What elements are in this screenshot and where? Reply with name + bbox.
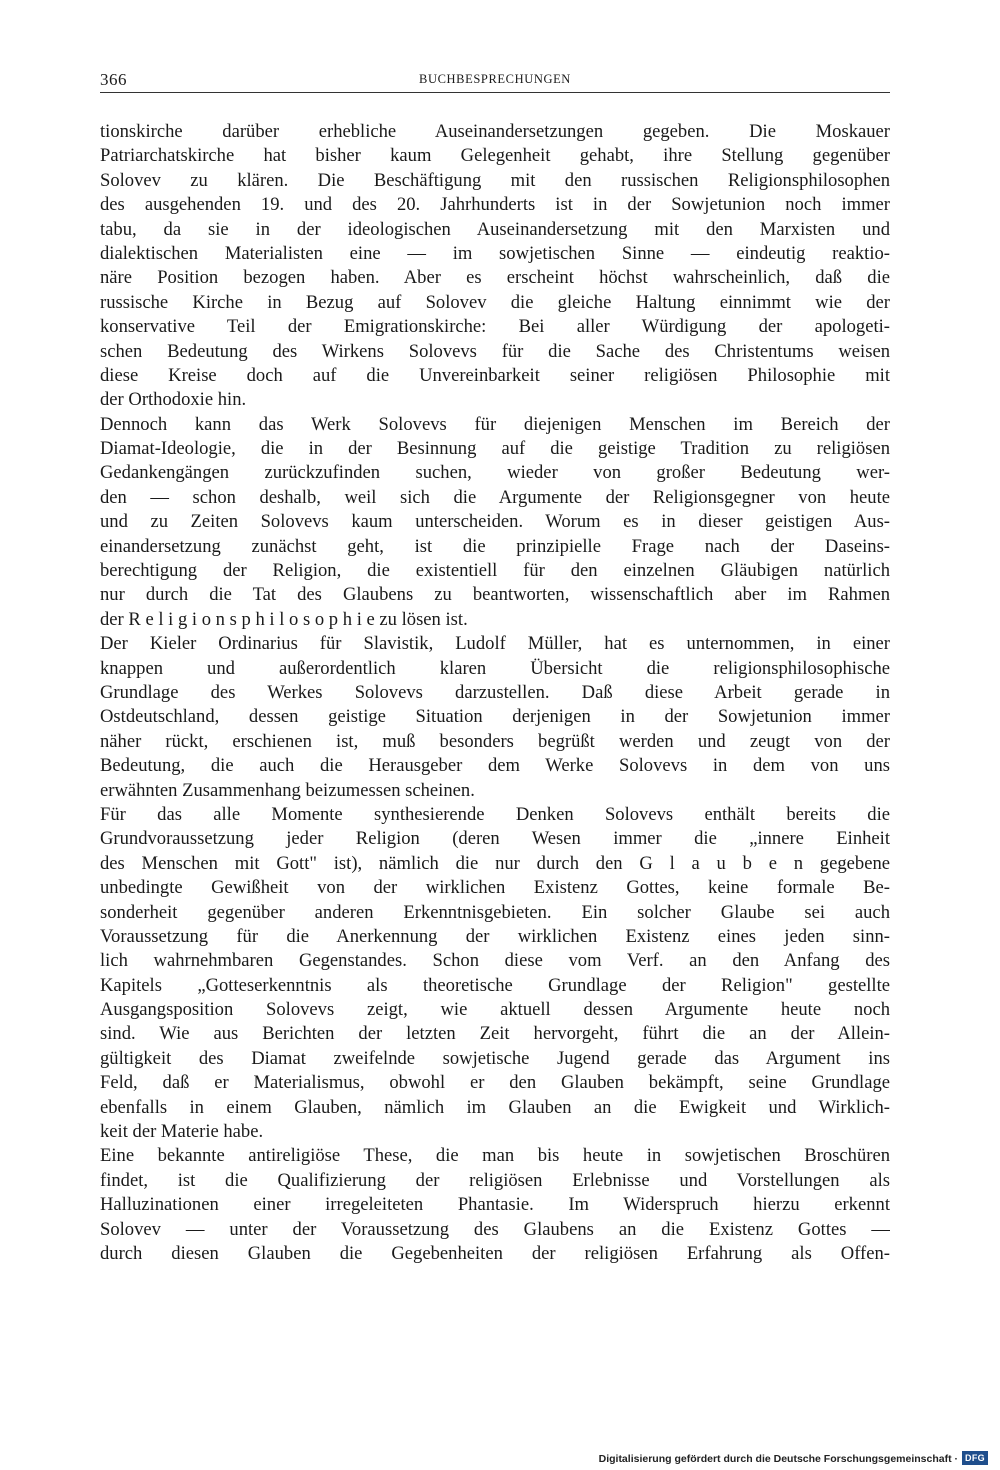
text-line: einandersetzung zunächst geht, ist die prinzipielle Frage nach der Daseins- xyxy=(100,535,890,557)
text-line: der Orthodoxie hin. xyxy=(100,389,247,411)
text-line: des ausgehenden 19. und des 20. Jahrhunderts ist in der Sowjetunion noch immer xyxy=(100,194,890,216)
running-head: BUCHBESPRECHUNGEN xyxy=(419,72,571,86)
text-line: Der Kieler Ordinarius für Slavistik, Ludolf Müller, hat es unternommen, in einer xyxy=(100,633,890,655)
text-line: nur durch die Tat des Glaubens zu beantworten, wissenschaftlich aber im Rahmen xyxy=(100,584,890,606)
text-line: konservative Teil der Emigrationskirche: Bei aller Würdigung der apologeti- xyxy=(100,316,890,338)
text-line: Kapitels „Gotteserkenntnis als theoretische Grundlage der Religion" gestellte xyxy=(100,974,890,996)
text-line: durch diesen Glauben die Gegebenheiten der religiösen Erfahrung als Offen- xyxy=(100,1242,890,1264)
text-line: berechtigung der Religion, die existentiell für den einzelnen Gläubigen natürlich xyxy=(100,560,890,582)
text-line: Bedeutung, die auch die Herausgeber dem Werke Solovevs in dem von uns xyxy=(100,755,890,777)
text-line: Solovev zu klären. Die Beschäftigung mit den russischen Religionsphilosophen xyxy=(100,169,890,191)
text-line: Grundlage des Werkes Solovevs darzustellen. Daß diese Arbeit gerade in xyxy=(100,681,890,703)
text-line: Diamat-Ideologie, die in der Besinnung auf die geistige Tradition zu religiösen xyxy=(100,438,890,460)
text-line: und zu Zeiten Solovevs kaum unterscheiden. Worum es in dieser geistigen Aus- xyxy=(100,511,890,533)
text-line: Feld, daß er Materialismus, obwohl er den Glauben bekämpft, seine Grundlage xyxy=(100,1072,890,1094)
text-line: schen Bedeutung des Wirkens Solovevs für die Sache des Christentums weisen xyxy=(100,340,890,362)
text-line: findet, ist die Qualifizierung der religiösen Erlebnisse und Vorstellungen als xyxy=(100,1169,890,1191)
text-line: Halluzinationen einer irregeleiteten Phantasie. Im Widerspruch hierzu erkennt xyxy=(100,1194,890,1216)
text-line: keit der Materie habe. xyxy=(100,1121,264,1143)
text-line: sonderheit gegenüber anderen Erkenntnisgebieten. Ein solcher Glaube sei auch xyxy=(100,901,890,923)
page-header xyxy=(100,66,890,93)
text-line: der R e l i g i o n s p h i l o s o p h i e zu lösen ist. xyxy=(100,608,468,630)
dfg-logo: DFG xyxy=(962,1451,988,1465)
text-line: Grundvoraussetzung jeder Religion (deren Wesen immer die „innere Einheit xyxy=(100,828,890,850)
text-line: tabu, da sie in der ideologischen Auseinandersetzung mit den Marxisten und xyxy=(100,218,890,240)
text-line: Ostdeutschland, dessen geistige Situation derjenigen in der Sowjetunion immer xyxy=(100,706,890,728)
text-line: Gedankengängen zurückzufinden suchen, wieder von großer Bedeutung wer- xyxy=(100,462,890,484)
page-number: 366 xyxy=(100,70,127,89)
text-line: des Menschen mit Gott" ist), nämlich die nur durch den G l a u b e n gegebene xyxy=(100,852,890,874)
text-line: sind. Wie aus Berichten der letzten Zeit hervorgeht, führt die an der Allein- xyxy=(100,1023,890,1045)
text-line: Voraussetzung für die Anerkennung der wirklichen Existenz eines jeden sinn- xyxy=(100,925,890,947)
text-line: gültigkeit des Diamat zweifelnde sowjetische Jugend gerade das Argument ins xyxy=(100,1047,890,1069)
digitization-credit: Digitalisierung gefördert durch die Deutsche Forschungsgemeinschaft · xyxy=(598,1453,958,1465)
text-line: dialektischen Materialisten eine — im sowjetischen Sinne — eindeutig reaktio- xyxy=(100,242,890,264)
text-line: Patriarchatskirche hat bisher kaum Gelegenheit gehabt, ihre Stellung gegenüber xyxy=(100,145,890,167)
text-line: Dennoch kann das Werk Solovevs für diejenigen Menschen im Bereich der xyxy=(100,413,890,435)
text-line: unbedingte Gewißheit von der wirklichen Existenz Gottes, keine formale Be- xyxy=(100,877,890,899)
text-line: lich wahrnehmbaren Gegenstandes. Schon diese vom Verf. an den Anfang des xyxy=(100,950,890,972)
text-line: knappen und außerordentlich klaren Übersicht die religionsphilosophische xyxy=(100,657,890,679)
text-line: tionskirche darüber erhebliche Auseinandersetzungen gegeben. Die Moskauer xyxy=(100,121,890,142)
text-line: näher rückt, erschienen ist, muß besonders begrüßt werden und zeugt von der xyxy=(100,730,890,752)
text-line: diese Kreise doch auf die Unvereinbarkeit seiner religiösen Philosophie mit xyxy=(100,364,890,386)
body-text xyxy=(100,120,890,1266)
text-line: Für das alle Momente synthesierende Denken Solovevs enthält bereits die xyxy=(100,803,890,825)
text-line: Ausgangsposition Solovevs zeigt, wie aktuell dessen Argumente heute noch xyxy=(100,999,890,1021)
text-line: Eine bekannte antireligiöse These, die man bis heute in sowjetischen Broschüren xyxy=(100,1145,890,1167)
text-line: den — schon deshalb, weil sich die Argumente der Religionsgegner von heute xyxy=(100,486,890,508)
text-line: russische Kirche in Bezug auf Solovev die gleiche Haltung einnimmt wie der xyxy=(100,291,890,313)
text-line: erwähnten Zusammenhang beizumessen scheinen. xyxy=(100,779,475,801)
text-line: ebenfalls in einem Glauben, nämlich im Glauben an die Ewigkeit und Wirklich- xyxy=(100,1096,890,1118)
text-line: Solovev — unter der Voraussetzung des Glaubens an die Existenz Gottes — xyxy=(100,1218,890,1240)
text-line: näre Position bezogen haben. Aber es erscheint höchst wahrscheinlich, daß die xyxy=(100,267,890,289)
